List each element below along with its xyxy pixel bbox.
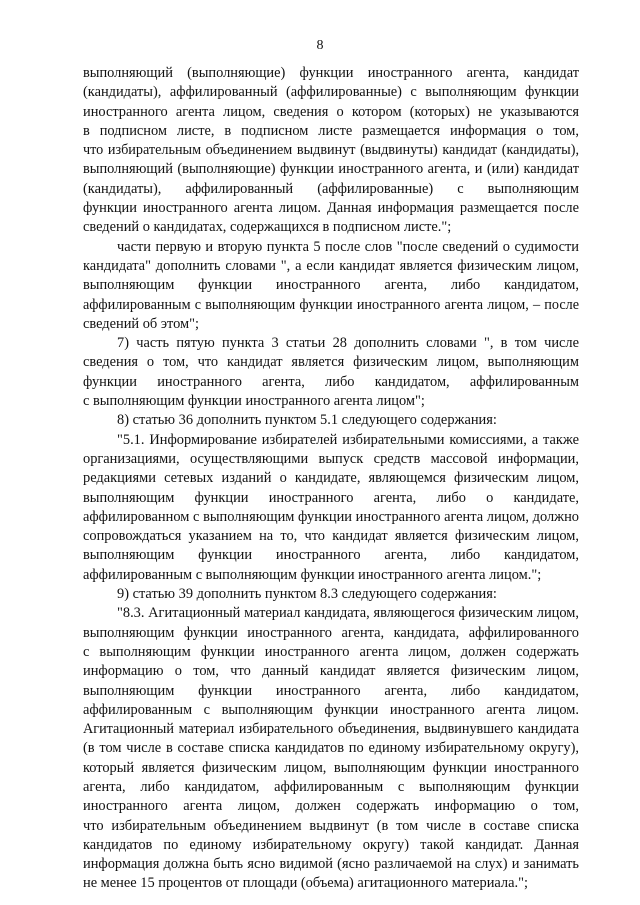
text-line: функции иностранного агента лицом. Данная информация размещается после xyxy=(83,200,579,217)
text-line: 7) часть пятую пункта 3 статьи 28 дополнить словами ", в том числе xyxy=(117,335,579,352)
text-line: аффилированным с выполняющим функции иностранного агента лицом, – после xyxy=(83,296,579,313)
text-line: выполняющим функции иностранного агента, либо кандидатом, xyxy=(83,547,579,564)
text-line: кандидата" дополнить словами ", а если кандидат является физическим лицом, xyxy=(83,257,579,274)
text-line: выполняющим функции иностранного агента, либо о кандидате, xyxy=(83,489,579,506)
text-line: функции иностранного агента, либо кандидатом, аффилированным xyxy=(83,373,579,390)
text-line: 8) статью 36 дополнить пунктом 5.1 следующего содержания: xyxy=(117,412,497,429)
text-line: выполняющим функции иностранного агента, кандидата, аффилированного xyxy=(83,624,579,641)
text-line: иностранного агента лицом, сведения о котором (которых) не указываются xyxy=(83,103,579,120)
text-line: в подписном листе, в подписном листе размещается информация о том, xyxy=(83,122,579,139)
text-line: организациями, осуществляющими выпуск средств массовой информации, xyxy=(83,450,579,467)
text-line: (кандидаты), аффилированный (аффилированные) с выполняющим xyxy=(83,180,579,197)
text-line: выполняющий (выполняющие) функции иностранного агента, кандидат xyxy=(83,65,579,81)
text-line: иностранного агента лицом, должен содержать информацию о том, xyxy=(83,798,579,815)
text-line: что избирательным объединением выдвинут (в том числе в составе списка xyxy=(83,817,579,834)
text-line: сведений об этом"; xyxy=(83,315,199,332)
text-line: "5.1. Информирование избирателей избирательными комиссиями, а также xyxy=(117,431,579,448)
text-line: сведений о кандидатах, содержащихся в подписном листе."; xyxy=(83,219,452,236)
text-line: "8.3. Агитационный материал кандидата, являющегося физическим лицом, xyxy=(117,605,579,622)
text-line: сопровождаться указанием на то, что кандидат является физическим лицом, xyxy=(83,528,579,545)
document-body xyxy=(83,64,579,894)
text-line: информация должна быть ясно видимой (ясно различаемой на слух) и занимать xyxy=(83,856,579,873)
text-line: аффилированным с выполняющим функции иностранного агента лицом. xyxy=(83,701,579,718)
text-line: что избирательным объединением выдвинут (выдвинуты) кандидат (кандидаты), xyxy=(83,142,579,159)
text-line: не менее 15 процентов от площади (объема) агитационного материала."; xyxy=(83,875,528,892)
text-line: части первую и вторую пункта 5 после слов "после сведений о судимости xyxy=(117,238,579,255)
text-line: агента, либо кандидатом, аффилированным с выполняющим функции xyxy=(83,778,579,795)
text-line: редакциями сетевых изданий о кандидате, являющемся физическим лицом, xyxy=(83,470,579,487)
text-line: аффилированным с выполняющим функции иностранного агента лицом."; xyxy=(83,566,542,583)
text-line: с выполняющим функции иностранного агента лицом, должен содержать xyxy=(83,643,579,660)
text-line: с выполняющим функции иностранного агента лицом"; xyxy=(83,393,425,410)
text-line: аффилированном с выполняющим функции иностранного агента лицом, должно xyxy=(83,508,579,525)
page-number: 8 xyxy=(316,38,324,53)
text-line: выполняющий (выполняющие) функции иностранного агента, и (или) кандидат xyxy=(83,161,579,178)
text-line: выполняющим функции иностранного агента, либо кандидатом, xyxy=(83,277,579,294)
text-line: Агитационный материал избирательного объединения, выдвинувшего кандидата xyxy=(83,721,579,738)
text-line: сведения о том, что кандидат является физическим лицом, выполняющим xyxy=(83,354,579,371)
text-line: (в том числе в составе списка кандидатов по единому избирательному округу), xyxy=(83,740,579,757)
text-line: кандидатов по единому избирательному округу) такой кандидат. Данная xyxy=(83,836,579,853)
text-line: информацию о том, что данный кандидат является физическим лицом, xyxy=(83,663,579,680)
text-line: 9) статью 39 дополнить пунктом 8.3 следующего содержания: xyxy=(117,586,497,603)
text-line: который является физическим лицом, выполняющим функции иностранного xyxy=(83,759,579,776)
text-line: (кандидаты), аффилированный (аффилированные) с выполняющим функции xyxy=(83,84,579,101)
text-line: выполняющим функции иностранного агента, либо кандидатом, xyxy=(83,682,579,699)
